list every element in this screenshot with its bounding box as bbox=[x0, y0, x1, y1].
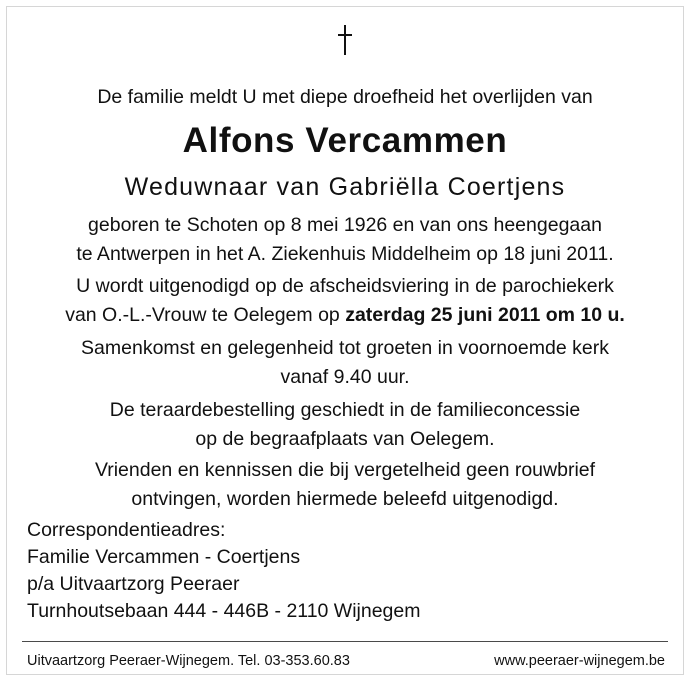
footer-website: www.peeraer-wijnegem.be bbox=[494, 653, 665, 669]
footer-funeral-home: Uitvaartzorg Peeraer-Wijnegem. Tel. 03-353.60.83 bbox=[27, 653, 350, 669]
gathering-line-2: vanaf 9.40 uur. bbox=[280, 366, 410, 388]
death-line: te Antwerpen in het A. Ziekenhuis Middelheim op 18 juni 2011. bbox=[76, 243, 614, 265]
correspondence-family: Familie Vercammen - Coertjens bbox=[27, 546, 301, 568]
gathering-paragraph bbox=[20, 334, 670, 392]
service-paragraph bbox=[20, 272, 670, 330]
service-line-1: U wordt uitgenodigd op de afscheidsviering in de parochiekerk bbox=[76, 275, 614, 297]
apology-line-2: ontvingen, worden hiermede beleefd uitgenodigd. bbox=[131, 488, 559, 510]
burial-line-2: op de begraafplaats van Oelegem. bbox=[195, 428, 495, 450]
spouse-line: Weduwnaar van Gabriëlla Coertjens bbox=[124, 173, 566, 201]
birth-death-paragraph bbox=[20, 211, 670, 269]
correspondence-street: Turnhoutsebaan 444 - 446B - 2110 Wijnegem bbox=[27, 600, 421, 622]
intro-text: De familie meldt U met diepe droefheid het overlijden van bbox=[97, 86, 593, 108]
apology-line-1: Vrienden en kennissen die bij vergetelheid geen rouwbrief bbox=[94, 459, 596, 481]
burial-paragraph bbox=[20, 396, 670, 454]
service-line-2 bbox=[20, 301, 670, 330]
service-date-time: zaterdag 25 juni 2011 om 10 u. bbox=[345, 304, 625, 326]
cross-icon bbox=[337, 25, 353, 55]
correspondence-heading: Correspondentieadres: bbox=[27, 519, 226, 541]
gathering-line-1: Samenkomst en gelegenheid tot groeten in voornoemde kerk bbox=[81, 337, 609, 359]
correspondence-address bbox=[27, 517, 421, 625]
birth-line: geboren te Schoten op 8 mei 1926 en van ons heengegaan bbox=[88, 214, 602, 236]
deceased-name: Alfons Vercammen bbox=[182, 121, 508, 160]
service-location: van O.-L.-Vrouw te Oelegem op bbox=[65, 304, 346, 326]
correspondence-care-of: p/a Uitvaartzorg Peeraer bbox=[27, 573, 240, 595]
apology-paragraph bbox=[20, 456, 670, 514]
burial-line-1: De teraardebestelling geschiedt in de familieconcessie bbox=[109, 399, 581, 421]
footer-divider bbox=[22, 641, 668, 642]
